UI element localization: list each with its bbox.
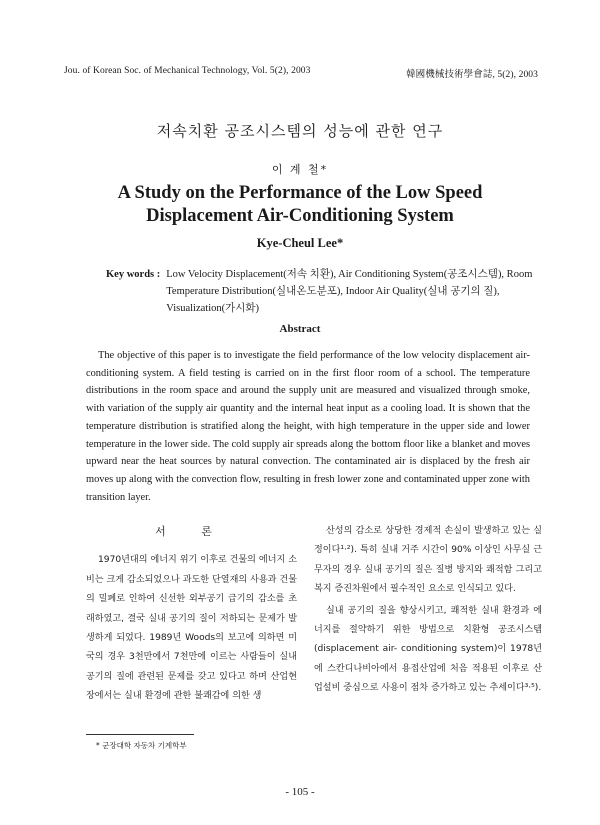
footnote-divider: [86, 734, 194, 735]
paper-title-korean: 저속치환 공조시스템의 성능에 관한 연구: [156, 122, 444, 140]
body-column-left: [86, 522, 297, 707]
abstract-body: The objective of this paper is to investigate the field performance of the low velocity displacement air-conditioning system. A field testing is carried on in the first floor room of a school. The temperature distributions in the room space and around the supply unit are measured and visualized through smoke, with variation of the supply air quantity and the internal heat input as a cooling load. It is shown that the temperature distribution is stratified along the height, with high temperature in the upper side and lower temperature in the lower side. The cold supply air spreads along the bottom floor like a blanket and moves upward near the heat sources by natural convection. The contaminated air is displaced by the fresh air moves up along with the convection flow, resulting in fresh lower zone and contaminated upper zone with transition layer.: [86, 350, 530, 503]
author-korean: 이 계 철*: [271, 163, 329, 176]
body-paragraph: 실내 공기의 질을 향상시키고, 쾌적한 실내 환경과 에너지를 절약하기 위한 방법으로 치환형 공조시스템(displacement air- conditioning system)이 1978년에 스칸디나비아에서 용접산업에 처음 적용된 이후로 산업설비 중심으로 사용이 점차 증가하고 있는 추세이다³·⁵).: [314, 605, 542, 694]
section-heading-introduction: 서 론: [155, 525, 228, 538]
paper-title-english: [0, 182, 600, 228]
abstract-heading: Abstract: [279, 323, 321, 335]
journal-citation-ko: 韓國機械技術學會誌, 5(2), 2003: [406, 70, 538, 80]
author-english: Kye-Cheul Lee*: [256, 236, 344, 250]
keywords-text: Low Velocity Displacement(저속 치환), Air Conditioning System(공조시스템), Room Temperature Distribution(실내온도분포), Indoor Air Quality(실내 공기의 질), Visualization(가시화): [166, 269, 533, 314]
keywords: [106, 266, 546, 317]
title-line-2: Displacement Air-Conditioning System: [146, 206, 454, 226]
body-paragraph: 산성의 감소로 상당한 경제적 손실이 발생하고 있는 실정이다¹·²). 특히 실내 거주 시간이 90% 이상인 사무실 근무자의 경우 실내 공기의 질은 질병 방지와 쾌적함 그리고 복지 증진차원에서 필수적인 요소로 인식되고 있다.: [314, 526, 542, 595]
body-paragraph: 1970년대의 에너지 위기 이후로 건물의 에너지 소비는 크게 감소되었으나 과도한 단열재의 사용과 건물의 밀폐로 인하여 신선한 외부공기 급기의 감소를 초래하였고, 결국 실내 공기의 질이 저하되는 문제가 발생하게 되었다. 1989년 Woods의 보고에 의하면 미국의 경우 3천만에서 7천만에 이르는 사람들이 실내 공기의 질에 관련된 문제를 갖고 있다고 하며 산업현장에서는 실내 환경에 관한 불쾌감에 의한 생: [86, 555, 297, 702]
keywords-label: Key words :: [106, 269, 161, 280]
running-head: [64, 66, 538, 80]
body-column-right: [314, 522, 542, 699]
journal-citation-en: Jou. of Korean Soc. of Mechanical Technology, Vol. 5(2), 2003: [64, 66, 311, 76]
title-line-1: A Study on the Performance of the Low Speed: [117, 183, 483, 203]
page-number: - 105 -: [285, 786, 315, 798]
author-affiliation-footnote: * 군장대학 자동차 기계학부: [96, 741, 187, 750]
